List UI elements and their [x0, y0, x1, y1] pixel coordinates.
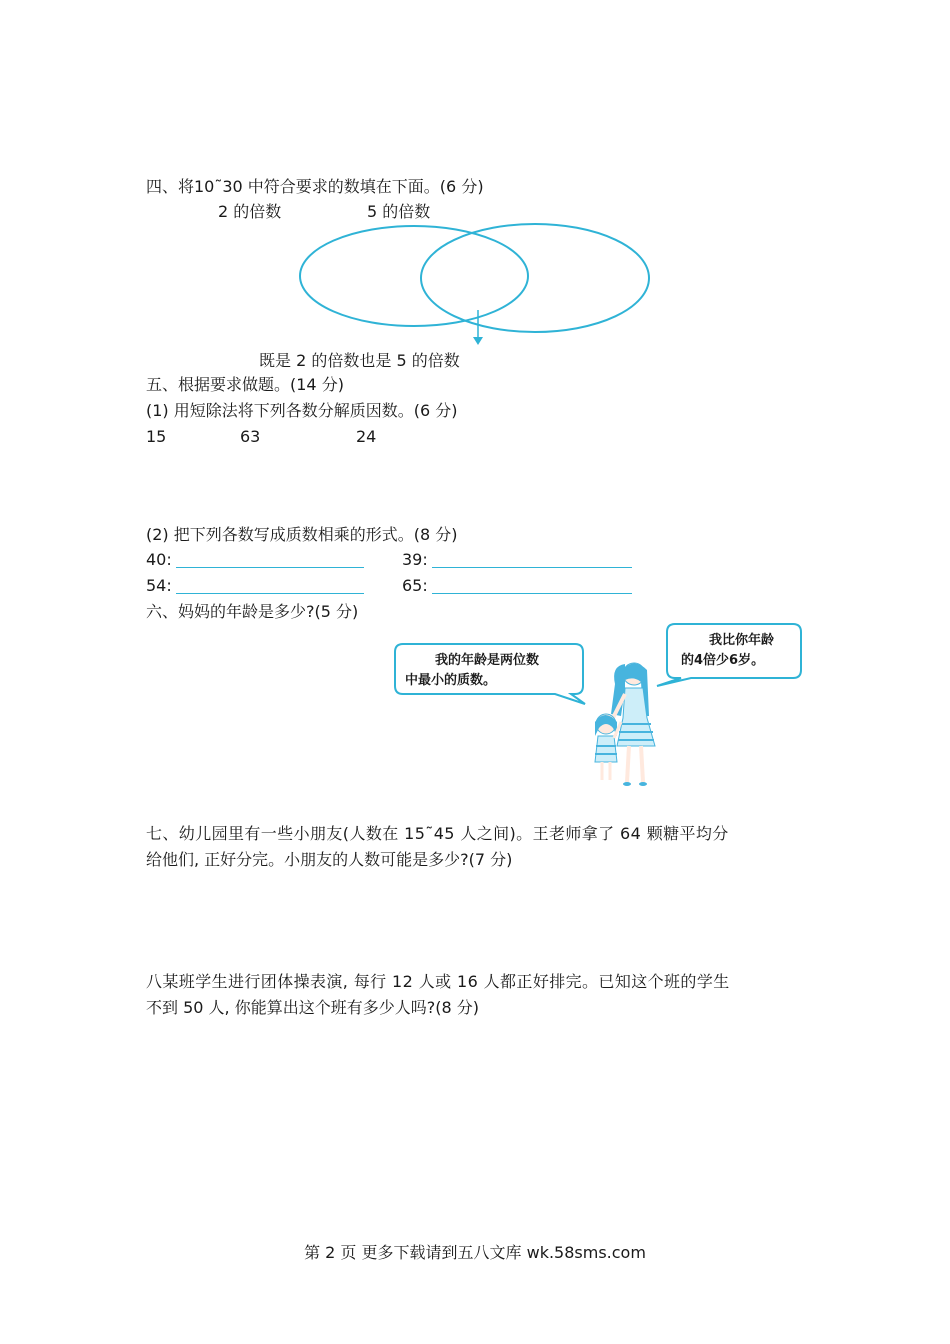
child-bubble-line-1: 我的年龄是两位数: [435, 653, 540, 668]
q5-item-65: 65:: [402, 576, 428, 595]
q5-number-15: 15: [146, 427, 167, 446]
q5-number-24: 24: [356, 427, 377, 446]
venn-circle-right: [421, 224, 649, 332]
mom-bubble-line-1: 我比你年龄: [709, 633, 775, 648]
daughter-figure: [595, 714, 621, 780]
venn-circle-left: [300, 226, 528, 326]
answer-line-39[interactable]: [432, 567, 632, 568]
answer-line-54[interactable]: [176, 593, 364, 594]
q8-line-2: 不到 50 人, 你能算出这个班有多少人吗?(8 分): [146, 998, 479, 1017]
child-speech-bubble: [395, 644, 585, 704]
child-bubble-line-2: 中最小的质数。: [405, 673, 497, 688]
q5-item-40: 40:: [146, 550, 172, 569]
venn-arrow-head: [473, 337, 483, 345]
q7-line-1: 七、幼儿园里有一些小朋友(人数在 15˜45 人之间)。王老师拿了 64 颗糖平均分: [146, 824, 729, 843]
venn-label-left: 2 的倍数: [218, 202, 282, 221]
q5-item-39: 39:: [402, 550, 428, 569]
q7-line-2: 给他们, 正好分完。小朋友的人数可能是多少?(7 分): [146, 850, 513, 869]
mother-figure: [611, 663, 655, 786]
q8-line-1: 八某班学生进行团体操表演, 每行 12 人或 16 人都正好排完。已知这个班的学生: [146, 972, 730, 991]
venn-label-right: 5 的倍数: [367, 202, 431, 221]
q6-title: 六、妈妈的年龄是多少?(5 分): [146, 602, 359, 621]
q5-title: 五、根据要求做题。(14 分): [146, 375, 344, 394]
answer-line-40[interactable]: [176, 567, 364, 568]
venn-diagram: [290, 222, 660, 352]
q5-number-63: 63: [240, 427, 261, 446]
mom-speech-bubble: [657, 624, 801, 686]
q5-part1-title: (1) 用短除法将下列各数分解质因数。(6 分): [146, 401, 458, 420]
q5-item-54: 54:: [146, 576, 172, 595]
mother-daughter-illustration: [385, 618, 815, 790]
answer-line-65[interactable]: [432, 593, 632, 594]
mom-bubble-line-2: 的4倍少6岁。: [681, 653, 765, 668]
q4-title: 四、将10˜30 中符合要求的数填在下面。(6 分): [146, 177, 484, 196]
q5-part2-title: (2) 把下列各数写成质数相乘的形式。(8 分): [146, 525, 458, 544]
venn-label-bottom: 既是 2 的倍数也是 5 的倍数: [259, 351, 460, 370]
page-footer: 第 2 页 更多下载请到五八文库 wk.58sms.com: [304, 1243, 646, 1262]
